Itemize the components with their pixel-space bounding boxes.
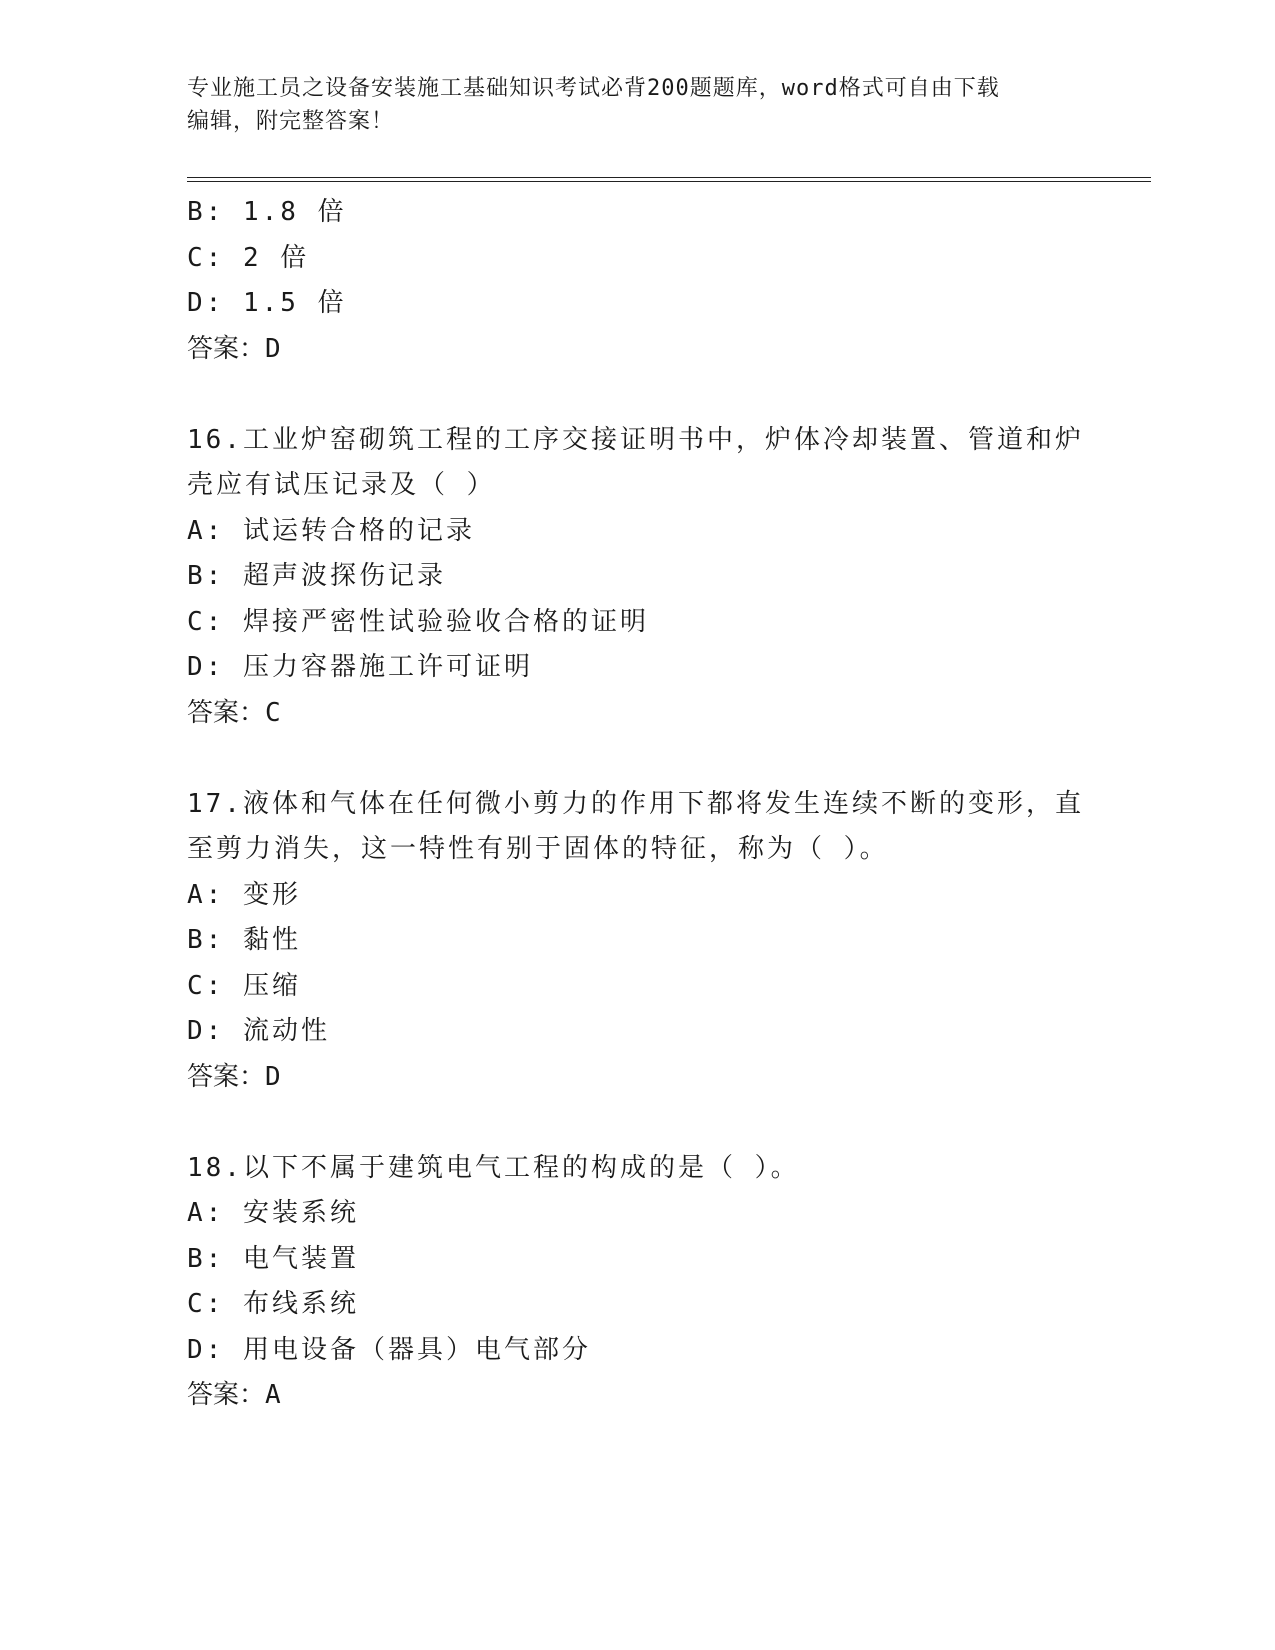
answer-line: 答案：D (187, 333, 281, 364)
answer-line: 答案：A (187, 1380, 281, 1410)
page-header (187, 72, 1067, 138)
option-b: B: 电气装置 (187, 1243, 359, 1274)
option-b: B: 超声波探伤记录 (187, 561, 446, 591)
option-a: A: 变形 (187, 879, 301, 910)
header-line-2: 编辑，附完整答案！ (187, 109, 395, 134)
question-stem-line: 16.工业炉窑砌筑工程的工序交接证明书中，炉体冷却装置、管道和炉 (187, 424, 1084, 455)
question-15-tail (187, 190, 1087, 372)
question-stem-line: 18.以下不属于建筑电气工程的构成的是（ ）。 (187, 1152, 800, 1183)
question-18 (187, 1146, 1087, 1419)
question-17 (187, 782, 1087, 1101)
question-stem-line: 壳应有试压记录及（ ） (187, 470, 496, 500)
option-d: D: 用电设备（器具）电气部分 (187, 1334, 591, 1365)
option-c: C: 布线系统 (187, 1289, 359, 1319)
option-c: C: 2 倍 (187, 242, 310, 273)
option-d: D: 1.5 倍 (187, 288, 347, 318)
option-d: D: 压力容器施工许可证明 (187, 652, 533, 682)
answer-line: 答案：C (187, 697, 281, 728)
option-c: C: 压缩 (187, 970, 301, 1001)
option-d: D: 流动性 (187, 1016, 330, 1046)
spacer (187, 372, 1087, 418)
question-stem-line: 17.液体和气体在任何微小剪力的作用下都将发生连续不断的变形，直 (187, 788, 1084, 819)
option-a: A: 试运转合格的记录 (187, 515, 475, 546)
option-a: A: 安装系统 (187, 1198, 359, 1228)
answer-line: 答案：D (187, 1061, 281, 1092)
spacer (187, 1100, 1087, 1146)
question-stem-line: 至剪力消失，这一特性有别于固体的特征，称为（ ）。 (187, 834, 889, 864)
question-16 (187, 418, 1087, 737)
option-c: C: 焊接严密性试验验收合格的证明 (187, 606, 649, 637)
option-b: B: 黏性 (187, 925, 301, 955)
header-line-1: 专业施工员之设备安装施工基础知识考试必背200题题库，word格式可自由下载 (187, 76, 1000, 101)
option-b: B: 1.8 倍 (187, 197, 347, 227)
spacer (187, 736, 1087, 782)
header-divider (187, 177, 1151, 182)
question-list (187, 190, 1087, 1419)
